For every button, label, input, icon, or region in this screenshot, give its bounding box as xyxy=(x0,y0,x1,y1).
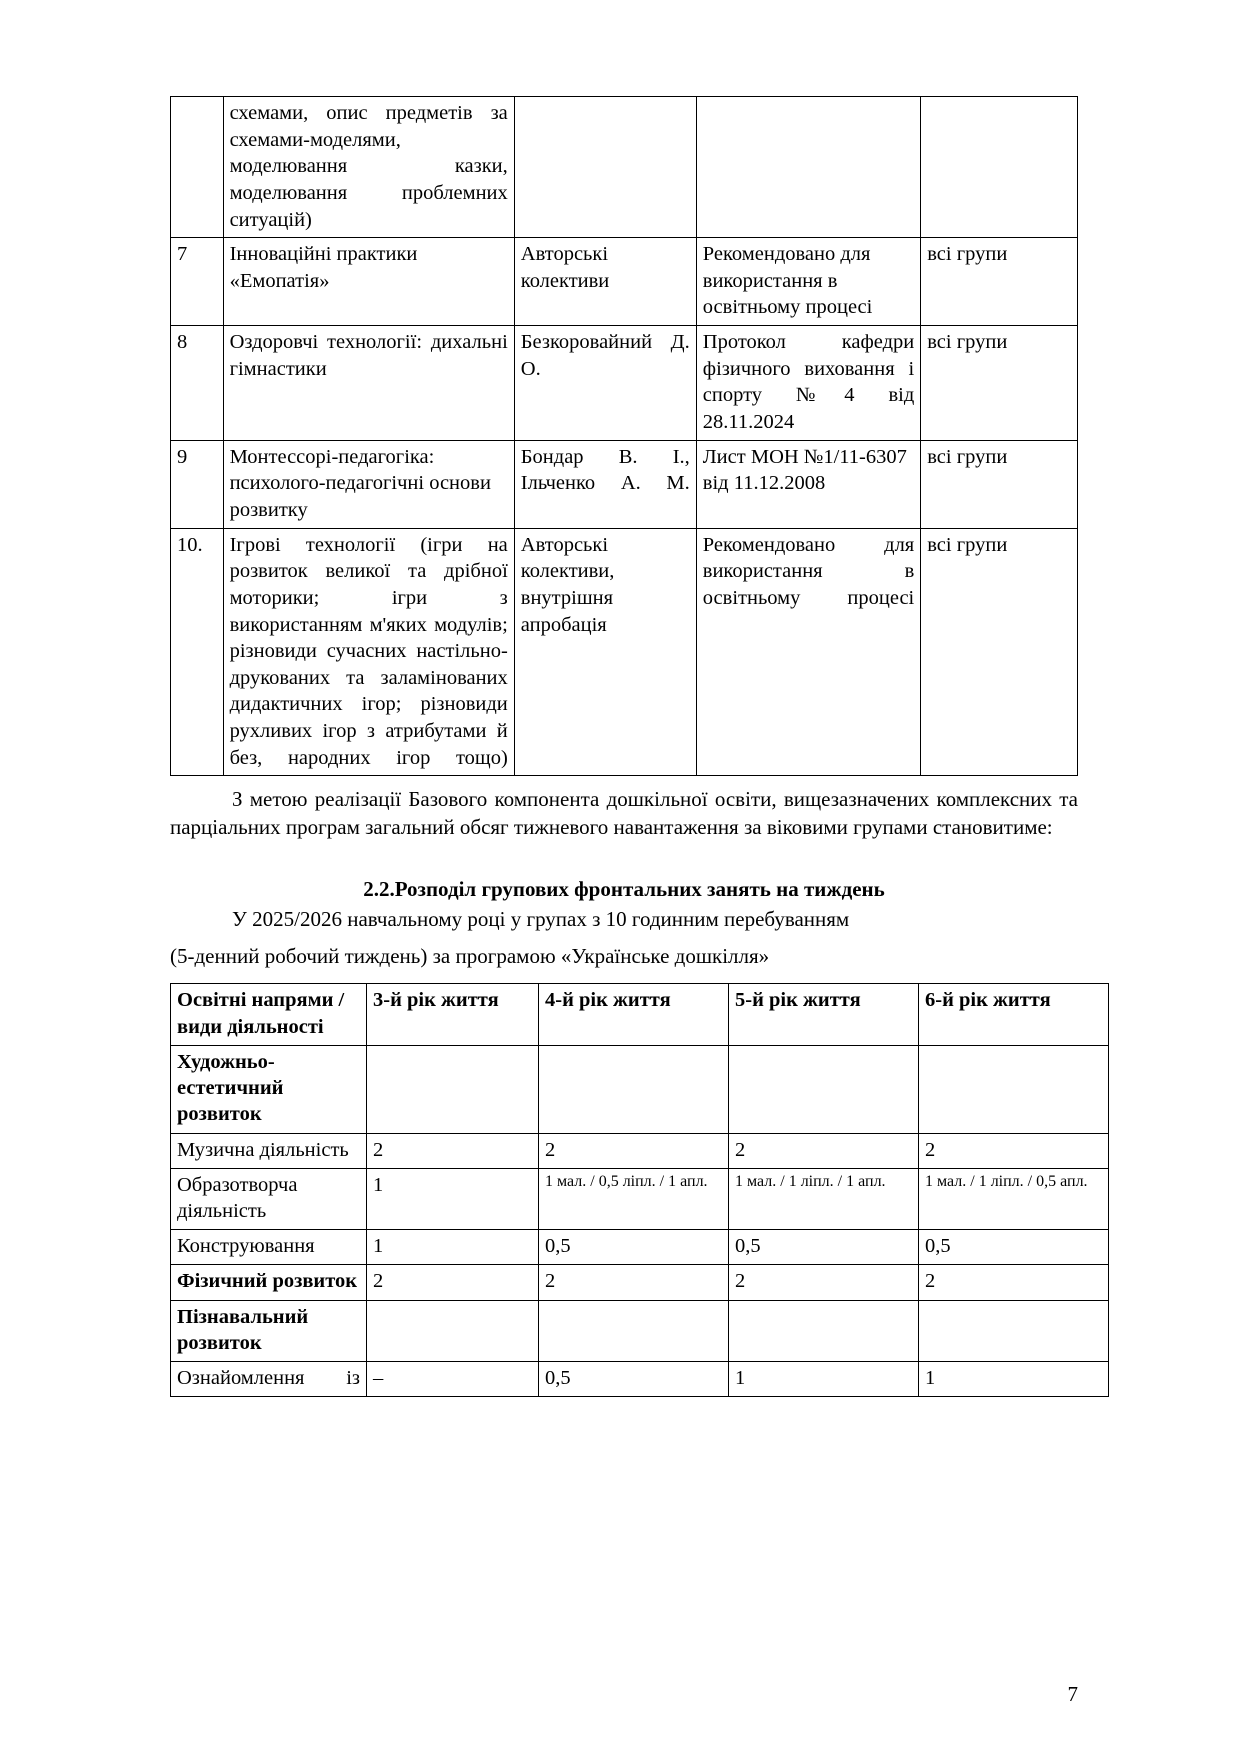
table-row xyxy=(171,440,1078,528)
cell-document: Рекомендовано для використання в освітньому процесі xyxy=(696,528,920,776)
intro-paragraph: З метою реалізації Базового компонента дошкільної освіти, вищезазначених комплексних та парціальних програм загальний обсяг тижневого навантаження за віковими групами становитиме: xyxy=(170,787,1078,840)
cell-document xyxy=(696,97,920,238)
cell-groups: всі групи xyxy=(921,440,1078,528)
cell-year4: 0,5 xyxy=(539,1230,729,1265)
technologies-table-body xyxy=(171,97,1078,776)
cell-year3: 1 xyxy=(367,1230,539,1265)
row-label: Ознайомлення із xyxy=(171,1362,367,1397)
table-row xyxy=(171,97,1078,238)
table-row xyxy=(171,1362,1109,1397)
program-paragraph: (5-денний робочий тиждень) за програмою «Українське дошкілля» xyxy=(170,944,770,969)
cell-groups: всі групи xyxy=(921,326,1078,441)
cell-name: Монтессорі-педагогіка: психолого-педагогічні основи розвитку xyxy=(223,440,514,528)
cell-year5: 2 xyxy=(729,1133,919,1168)
cell-year6 xyxy=(919,1045,1109,1133)
cell-year3: – xyxy=(367,1362,539,1397)
cell-year3: 2 xyxy=(367,1133,539,1168)
cell-author xyxy=(514,97,696,238)
cell-year3: 2 xyxy=(367,1265,539,1300)
cell-number: 10. xyxy=(171,528,224,776)
table-row xyxy=(171,1045,1109,1133)
cell-groups: всі групи xyxy=(921,528,1078,776)
cell-year6: 0,5 xyxy=(919,1230,1109,1265)
cell-year5: 1 мал. / 1 ліпл. / 1 апл. xyxy=(729,1168,919,1229)
cell-name: Інноваційні практики «Емопатія» xyxy=(223,238,514,326)
row-label: Музична діяльність xyxy=(171,1133,367,1168)
cell-year4 xyxy=(539,1300,729,1361)
row-label: Образотворча діяльність xyxy=(171,1168,367,1229)
cell-year3: 1 xyxy=(367,1168,539,1229)
cell-year6: 1 мал. / 1 ліпл. / 0,5 апл. xyxy=(919,1168,1109,1229)
cell-year4: 1 мал. / 0,5 ліпл. / 1 апл. xyxy=(539,1168,729,1229)
cell-author: Авторські колективи, внутрішня апробація xyxy=(514,528,696,776)
cell-author: Безкоровайний Д. О. xyxy=(514,326,696,441)
cell-year4 xyxy=(539,1045,729,1133)
cell-document: Рекомендовано для використання в освітньому процесі xyxy=(696,238,920,326)
table-row xyxy=(171,1168,1109,1229)
cell-groups: всі групи xyxy=(921,238,1078,326)
table-row xyxy=(171,1300,1109,1361)
cell-year6 xyxy=(919,1300,1109,1361)
cell-author: Бондар В. І., Ільченко А. М. xyxy=(514,440,696,528)
cell-year5 xyxy=(729,1300,919,1361)
cell-year4: 2 xyxy=(539,1133,729,1168)
cell-document: Лист МОН №1/11-6307 від 11.12.2008 xyxy=(696,440,920,528)
table-header-row xyxy=(171,984,1109,1045)
year-paragraph: У 2025/2026 навчальному році у групах з 10 годинним перебуванням xyxy=(232,906,850,931)
cell-year6: 2 xyxy=(919,1265,1109,1300)
cell-number: 9 xyxy=(171,440,224,528)
table-row xyxy=(171,1265,1109,1300)
table-row xyxy=(171,1133,1109,1168)
cell-year3 xyxy=(367,1300,539,1361)
column-header-year4: 4-й рік життя xyxy=(539,984,729,1045)
table-row xyxy=(171,238,1078,326)
table-row xyxy=(171,1230,1109,1265)
cell-name: Ігрові технології (ігри на розвиток великої та дрібної моторики; ігри з використанням м'яких модулів; різновиди сучасних настільно-друкованих та заламінованих дидактичних ігор; різновиди рухливих ігор з атрибутами й без, народних ігор тощо) xyxy=(223,528,514,776)
section-heading: 2.2.Розподіл групових фронтальних занять на тиждень xyxy=(363,877,885,902)
technologies-table xyxy=(170,96,1078,776)
page-number: 7 xyxy=(1067,1682,1078,1706)
cell-year5 xyxy=(729,1045,919,1133)
cell-groups xyxy=(921,97,1078,238)
row-label: Пізнавальний розвиток xyxy=(171,1300,367,1361)
row-label: Художньо-естетичний розвиток xyxy=(171,1045,367,1133)
table-row xyxy=(171,326,1078,441)
cell-name: схемами, опис предметів за схемами-моделями, моделювання казки, моделювання проблемних ситуацій) xyxy=(223,97,514,238)
cell-number xyxy=(171,97,224,238)
cell-year5: 0,5 xyxy=(729,1230,919,1265)
cell-name: Оздоровчі технології: дихальні гімнастики xyxy=(223,326,514,441)
cell-number: 8 xyxy=(171,326,224,441)
cell-year6: 1 xyxy=(919,1362,1109,1397)
distribution-table xyxy=(170,983,1109,1397)
cell-year5: 2 xyxy=(729,1265,919,1300)
distribution-table-body xyxy=(171,984,1109,1397)
column-header-activity: Освітні напрями / види діяльності xyxy=(171,984,367,1045)
column-header-year3: 3-й рік життя xyxy=(367,984,539,1045)
row-label: Фізичний розвиток xyxy=(171,1265,367,1300)
cell-number: 7 xyxy=(171,238,224,326)
row-label: Конструювання xyxy=(171,1230,367,1265)
cell-year4: 0,5 xyxy=(539,1362,729,1397)
cell-document: Протокол кафедри фізичного виховання і спорту №4 від 28.11.2024 xyxy=(696,326,920,441)
column-header-year5: 5-й рік життя xyxy=(729,984,919,1045)
cell-year4: 2 xyxy=(539,1265,729,1300)
column-header-year6: 6-й рік життя xyxy=(919,984,1109,1045)
table-row xyxy=(171,528,1078,776)
cell-year6: 2 xyxy=(919,1133,1109,1168)
cell-year5: 1 xyxy=(729,1362,919,1397)
cell-author: Авторські колективи xyxy=(514,238,696,326)
cell-year3 xyxy=(367,1045,539,1133)
